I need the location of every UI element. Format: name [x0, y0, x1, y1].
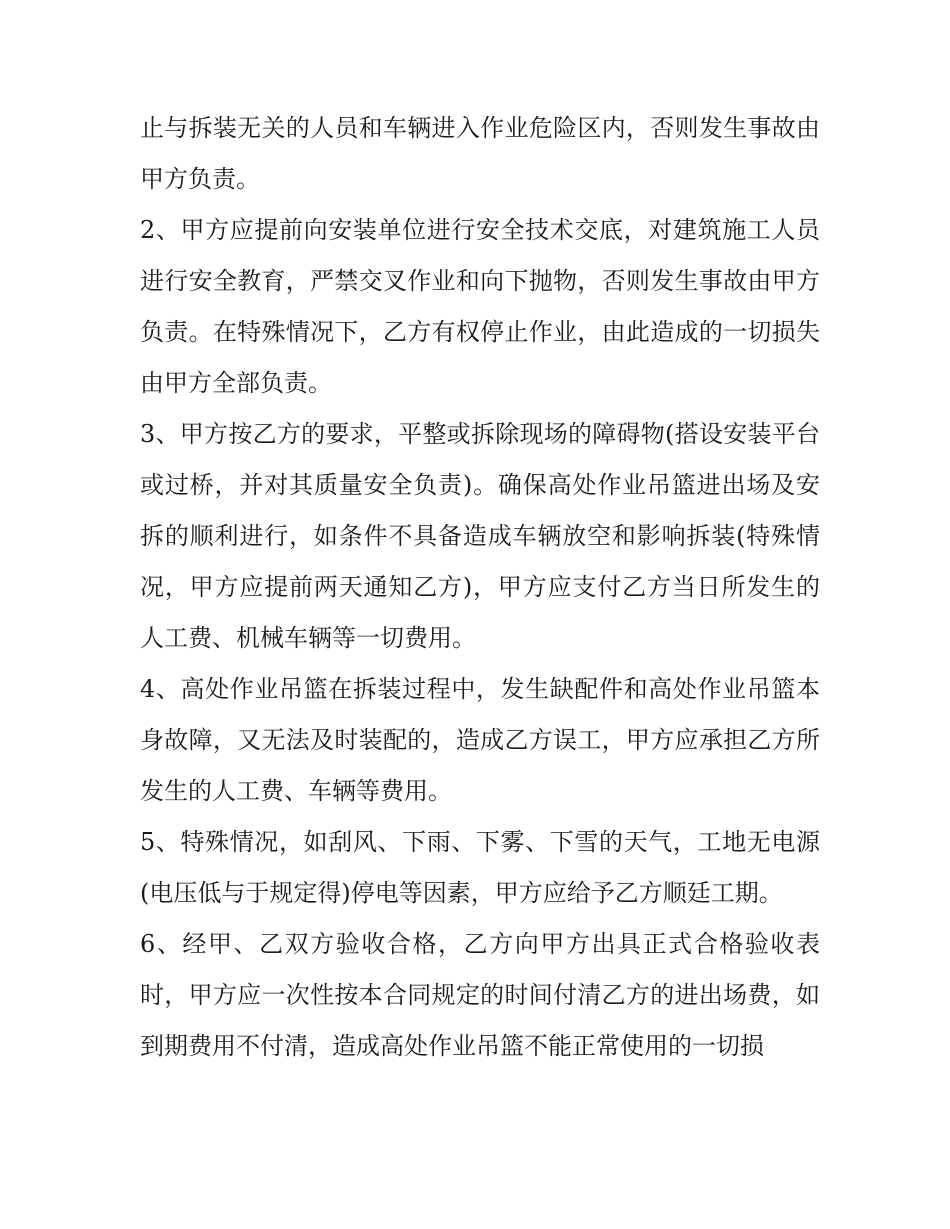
paragraph-clause-5: 5、特殊情况，如刮风、下雨、下雾、下雪的天气，工地无电源(电压低与于规定得)停电等因素，甲方应给予乙方顺廷工期。 [140, 828, 820, 907]
paragraph-clause-2: 2、甲方应提前向安装单位进行安全技术交底，对建筑施工人员进行安全教育，严禁交叉作业和向下抛物，否则发生事故由甲方负责。在特殊情况下，乙方有权停止作业，由此造成的一切损失由甲方全部负责。 [140, 216, 820, 397]
paragraph-clause-3: 3、甲方按乙方的要求，平整或拆除现场的障碍物(搭设安装平台或过桥，并对其质量安全负责)。确保高处作业吊篮进出场及安拆的顺利进行，如条件不具备造成车辆放空和影响拆装(特殊情况，甲方应提前两天通知乙方)，甲方应支付乙方当日所发生的人工费、机械车辆等一切费用。 [140, 420, 820, 652]
paragraph-clause-4: 4、高处作业吊篮在拆装过程中，发生缺配件和高处作业吊篮本身故障，又无法及时装配的，造成乙方误工，甲方应承担乙方所发生的人工费、车辆等费用。 [140, 675, 820, 805]
paragraph-clause-6: 6、经甲、乙双方验收合格，乙方向甲方出具正式合格验收表时，甲方应一次性按本合同规定的时间付清乙方的进出场费，如到期费用不付清，造成高处作业吊篮不能正常使用的一切损 [140, 930, 820, 1060]
document-body [140, 103, 820, 1072]
paragraph-continuation: 止与拆装无关的人员和车辆进入作业危险区内，否则发生事故由甲方负责。 [140, 114, 820, 193]
